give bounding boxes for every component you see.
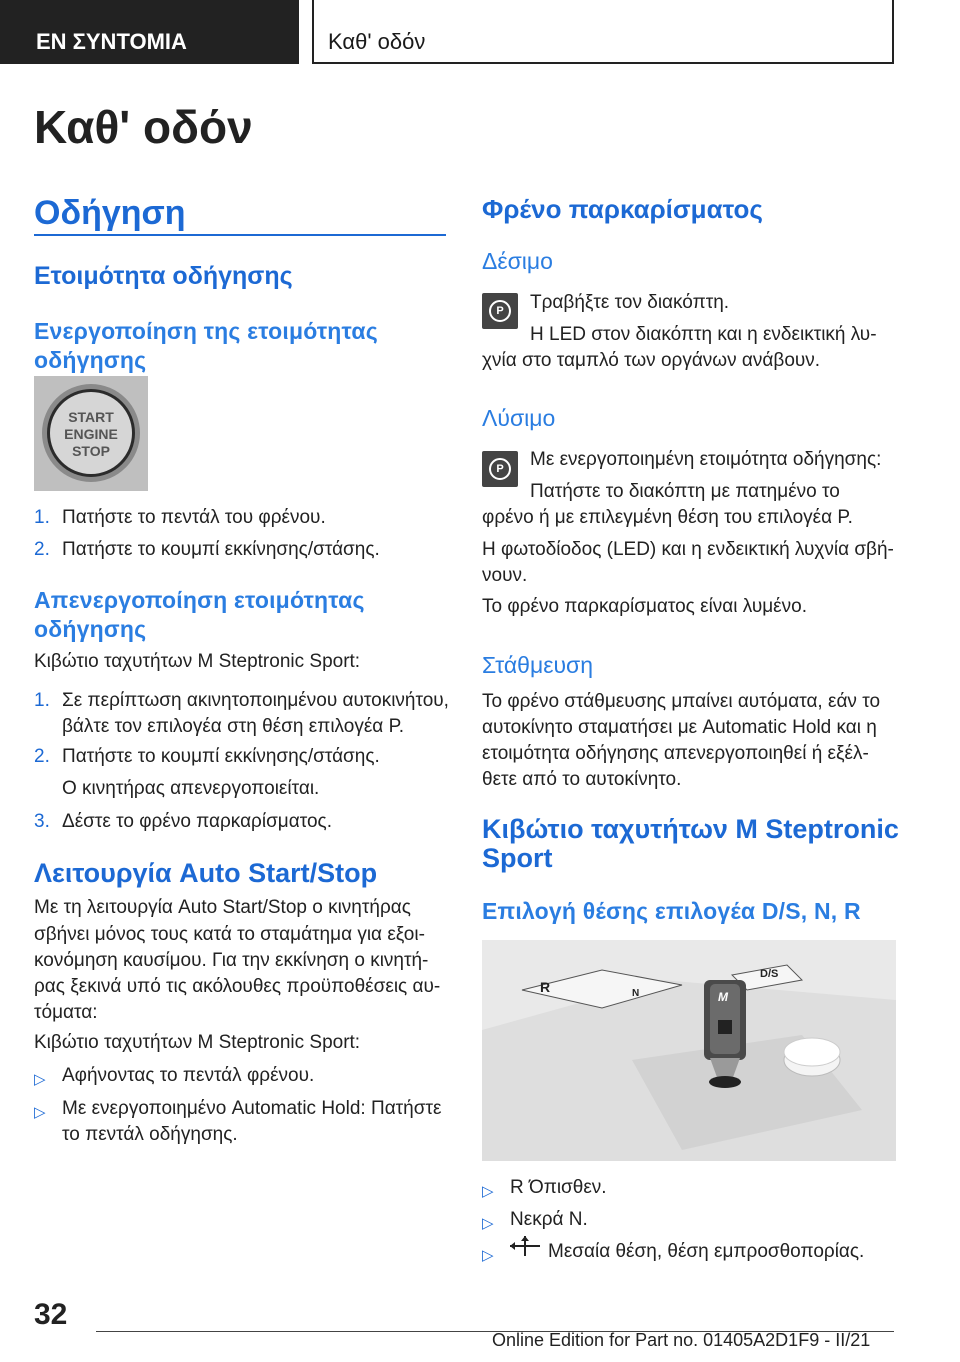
- selector-label-n: N: [632, 988, 640, 999]
- button-label-start: START: [68, 409, 114, 425]
- release-text: Η φωτοδίοδος (LED) και η ενδεικτική λυχνία σβή-: [482, 539, 894, 560]
- bullet-text: R Όπισθεν.: [510, 1177, 607, 1198]
- section-tab: ΕΝ ΣΥΝΤΟΜΙΑ: [0, 0, 299, 64]
- step-text: Πατήστε το πεντάλ του φρένου.: [62, 507, 326, 528]
- triangle-bullet-icon: ▷: [482, 1247, 494, 1264]
- heading-deactivate: Απενεργοποίηση ετοιμότητας οδήγησης: [34, 587, 365, 642]
- selector-label-ds: D/S: [760, 968, 779, 980]
- step-number: 3.: [34, 811, 50, 832]
- release-text: Με ενεργοποιημένη ετοιμότητα οδήγησης:: [530, 449, 882, 470]
- start-stop-button-image: [34, 376, 148, 491]
- parking-text: ετοιμότητα οδήγησης απενεργοποιηθεί ή εξέλ-: [482, 743, 869, 764]
- drive-position-icon: [508, 1235, 542, 1257]
- auto-line: Με τη λειτουργία Auto Start/Stop ο κινητήρας: [34, 897, 411, 918]
- triangle-bullet-icon: ▷: [482, 1215, 494, 1232]
- bullet-text: Αφήνοντας το πεντάλ φρένου.: [62, 1065, 315, 1086]
- step-text: βάλτε τον επιλογέα στη θέση επιλογέα P.: [62, 716, 405, 737]
- step-text: Δέστε το φρένο παρκαρίσματος.: [62, 811, 332, 832]
- step-number: 1.: [34, 507, 50, 528]
- gear-selector-image: [482, 940, 896, 1161]
- apply-text: Η LED στον διακόπτη και η ενδεικτική λυ-: [530, 324, 877, 345]
- selector-logo-m: M: [718, 990, 728, 1004]
- bullet-text: Με ενεργοποιημένο Automatic Hold: Πατήστε: [62, 1098, 442, 1119]
- parking-text: αυτοκίνητο σταματήσει με Automatic Hold και η: [482, 717, 877, 738]
- parking-text: θετε από το αυτοκίνητο.: [482, 769, 682, 790]
- triangle-bullet-icon: ▷: [482, 1183, 494, 1200]
- release-text: νουν.: [482, 565, 528, 586]
- heading-apply: Δέσιμο: [482, 248, 553, 274]
- auto-line: σβήνει μόνος τους κατά το σταμάτημα για εξοι-: [34, 924, 425, 945]
- button-label-stop: STOP: [72, 443, 110, 459]
- auto-line: κονόμηση καυσίμου. Για την εκκίνηση ο κινητή-: [34, 950, 429, 971]
- bullet-text: το πεντάλ οδήγησης.: [62, 1124, 238, 1145]
- step-number: 2.: [34, 539, 50, 560]
- apply-text: Τραβήξτε τον διακόπτη.: [530, 292, 730, 313]
- auto-line: ρας ξεκινά υπό τις ακόλουθες προϋποθέσεις αυ-: [34, 976, 441, 997]
- step-text: Πατήστε το κουμπί εκκίνησης/στάσης.: [62, 539, 380, 560]
- step-text: Πατήστε το κουμπί εκκίνησης/στάσης.: [62, 746, 380, 767]
- release-text: Πατήστε το διακόπτη με πατημένο το: [530, 481, 840, 502]
- breadcrumb: Καθ' οδόν: [312, 0, 894, 64]
- heading-autostart: Λειτουργία Auto Start/Stop: [34, 858, 378, 888]
- heading-ready: Ετοιμότητα οδήγησης: [34, 262, 293, 290]
- parking-brake-icon: P: [482, 293, 518, 329]
- heading-release: Λύσιμο: [482, 405, 556, 431]
- selector-label-r: R: [540, 979, 551, 995]
- heading-activate: Ενεργοποίηση της ετοιμότητας οδήγησης: [34, 318, 378, 373]
- heading-driving: Οδήγηση: [34, 194, 186, 232]
- heading-parking: Στάθμευση: [482, 652, 594, 678]
- triangle-bullet-icon: ▷: [34, 1071, 46, 1088]
- gearbox-text: Κιβώτιο ταχυτήτων M Steptronic Sport:: [34, 1032, 361, 1053]
- bullet-text: Μεσαία θέση, θέση εμπροσθοπορίας.: [548, 1241, 865, 1262]
- parking-brake-icon: P: [482, 451, 518, 487]
- triangle-bullet-icon: ▷: [34, 1104, 46, 1121]
- bullet-text: Νεκρά N.: [510, 1209, 588, 1230]
- step-text: Σε περίπτωση ακινητοποιημένου αυτοκινήτου,: [62, 690, 449, 711]
- heading-rule: [34, 234, 446, 236]
- step-number: 2.: [34, 746, 50, 767]
- gearbox-text: Κιβώτιο ταχυτήτων M Steptronic Sport:: [34, 651, 361, 672]
- release-text: φρένο ή με επιλεγμένη θέση του επιλογέα P.: [482, 507, 853, 528]
- heading-select-position: Επιλογή θέσης επιλογέα D/S, N, R: [482, 898, 861, 924]
- apply-text: χνία στο ταμπλό των οργάνων ανάβουν.: [482, 350, 821, 371]
- step-text: Ο κινητήρας απενεργοποιείται.: [62, 778, 320, 799]
- page-number: 32: [34, 1298, 68, 1331]
- button-label-engine: ENGINE: [64, 426, 118, 442]
- step-number: 1.: [34, 690, 50, 711]
- release-text: Το φρένο παρκαρίσματος είναι λυμένο.: [482, 596, 807, 617]
- page-title: Καθ' οδόν: [34, 101, 253, 153]
- heading-gearbox: Κιβώτιο ταχυτήτων M Steptronic: [482, 814, 899, 844]
- heading-gearbox-sport: Sport: [482, 843, 553, 873]
- parking-text: Το φρένο στάθμευσης μπαίνει αυτόματα, εάν το: [482, 691, 881, 712]
- edition-text: Online Edition for Part no. 01405A2D1F9 - II/21: [492, 1330, 871, 1350]
- auto-line: τόματα:: [34, 1002, 98, 1023]
- heading-parking-brake: Φρένο παρκαρίσματος: [482, 194, 763, 224]
